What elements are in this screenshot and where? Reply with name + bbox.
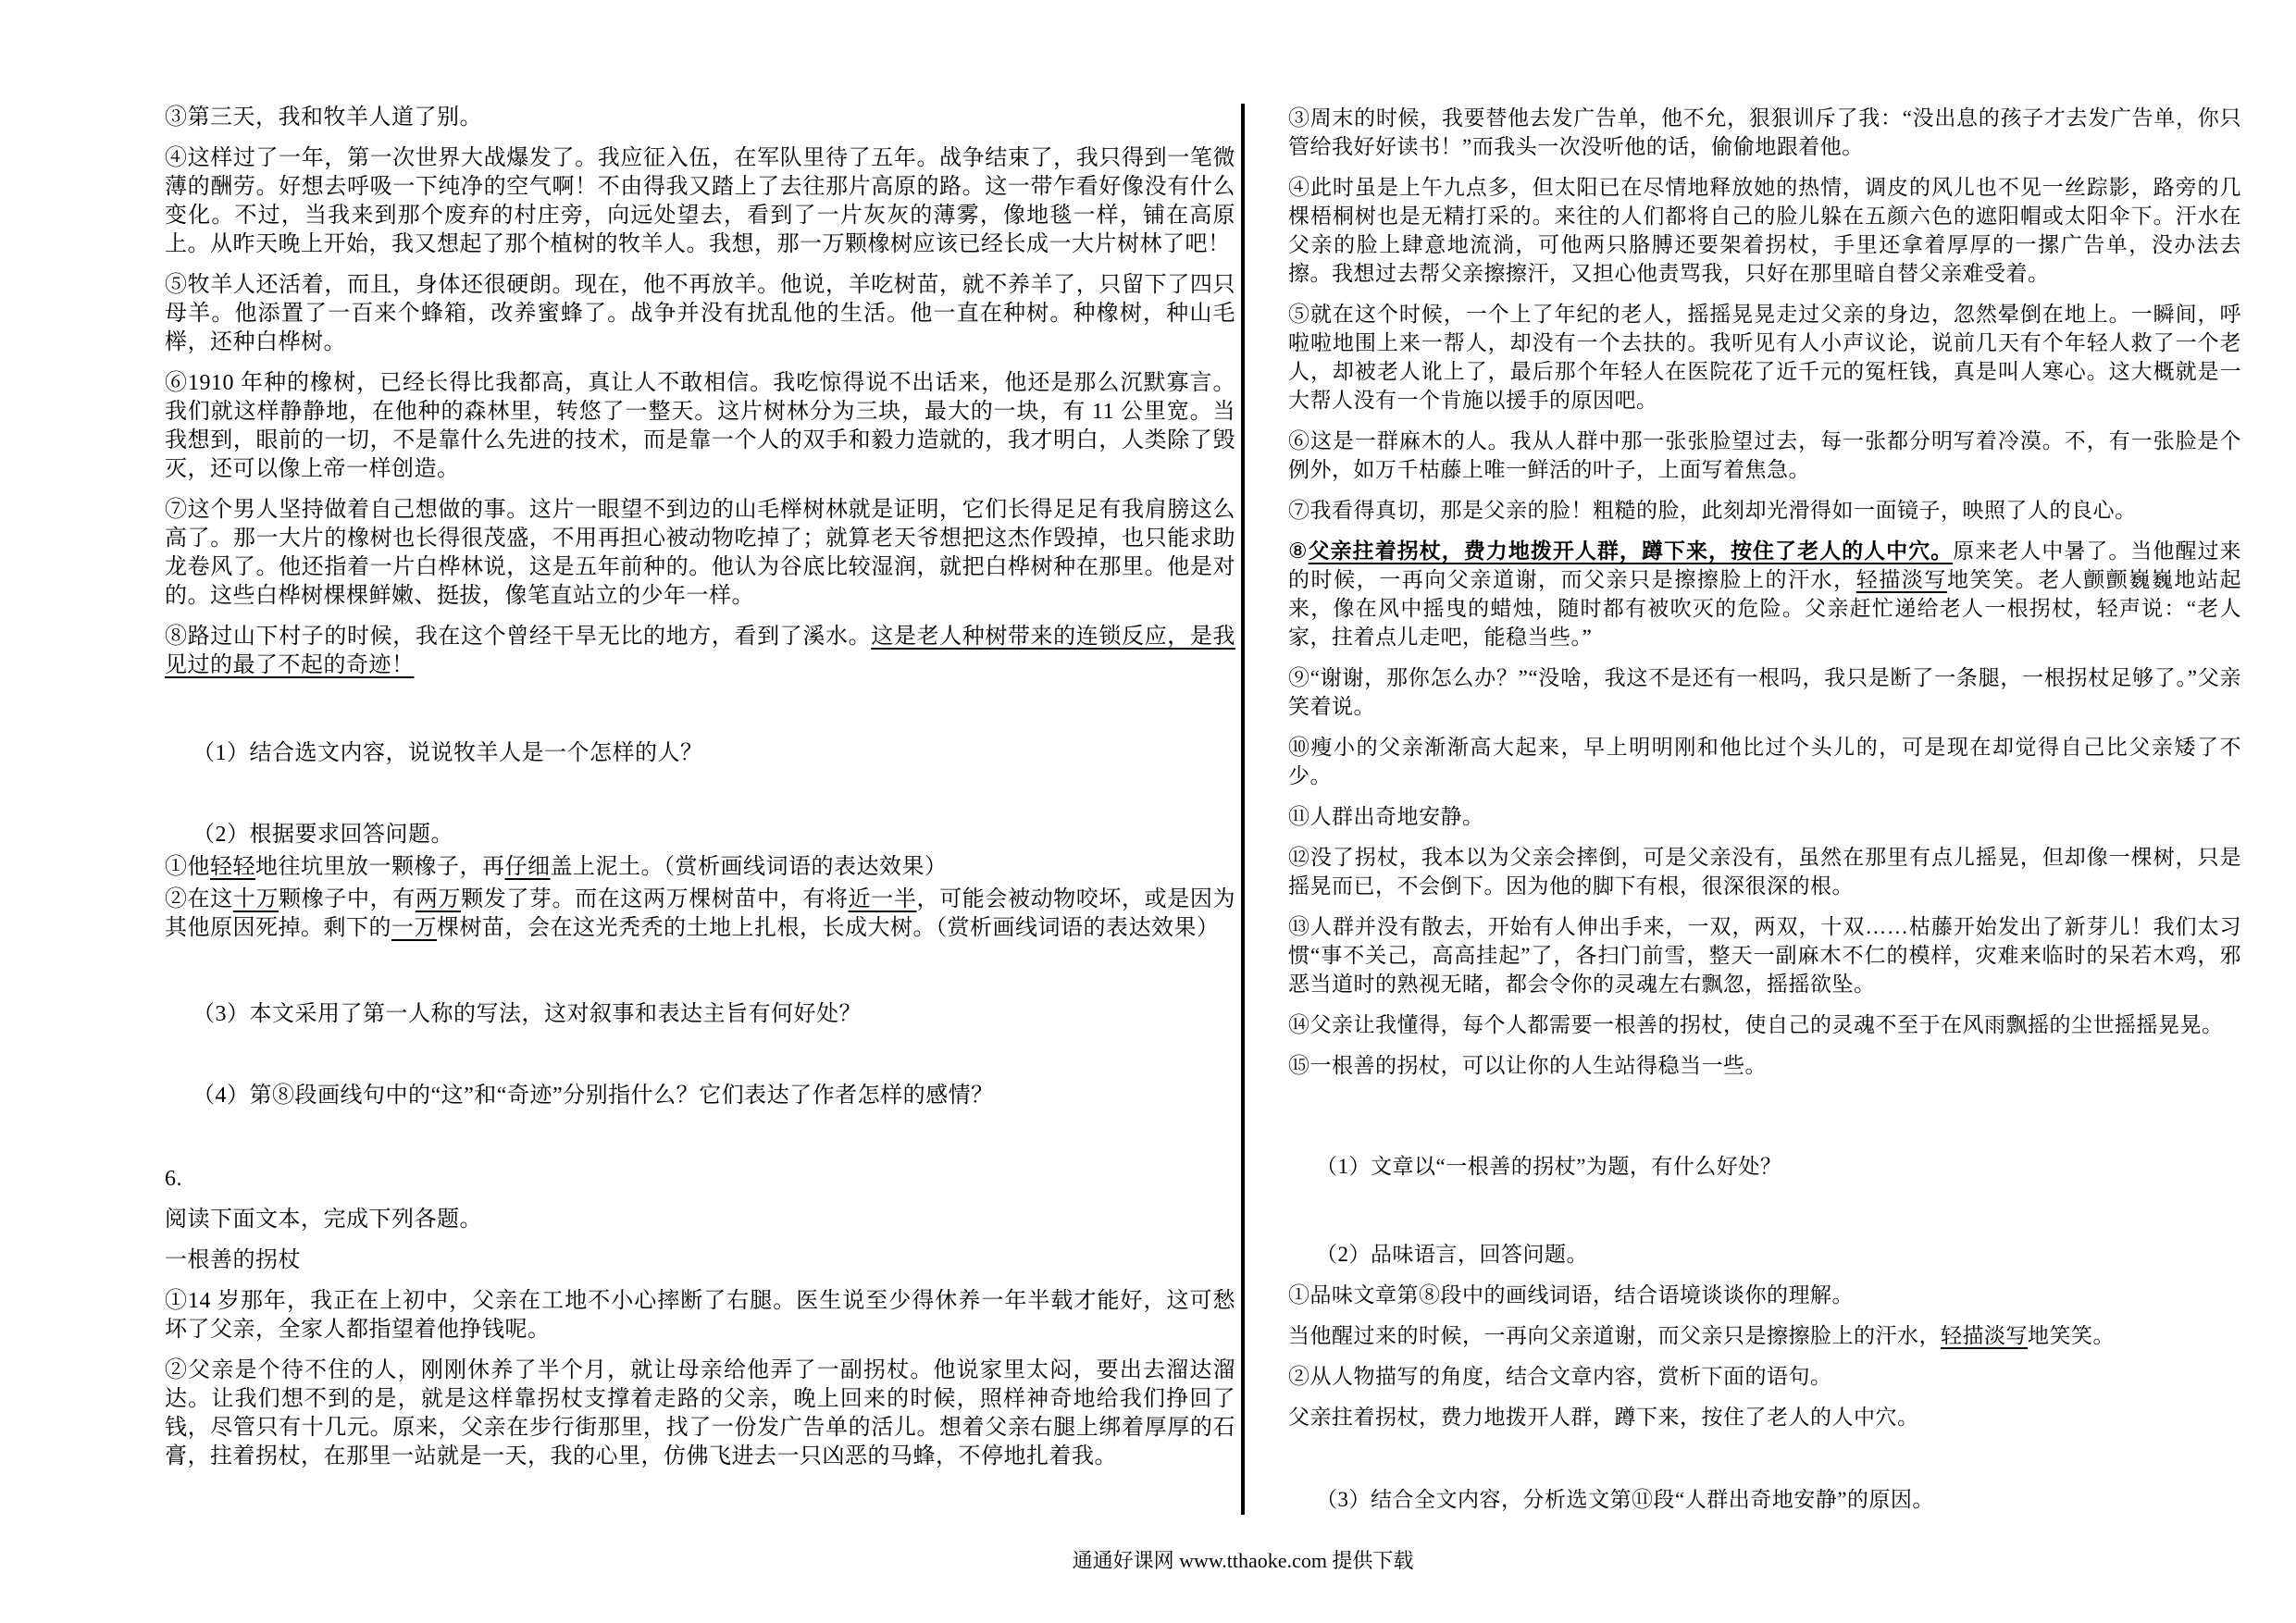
text-segment: （2）根据要求回答问题。 [192,823,453,847]
sub-item-1 [165,853,1235,882]
text-segment: 这是老人种树带来的连锁反应，是我见过的最了不起的奇迹！ [165,625,1236,677]
essay-paragraph-2 [165,1357,1235,1471]
left-text-column [165,104,1235,1471]
essay-paragraph-11 [1288,802,2241,831]
text-segment: 一万 [391,916,437,940]
question-1 [1288,1152,2241,1181]
essay-paragraph-13 [1288,912,2241,998]
text-segment: ②在这 [165,887,233,911]
text-segment: ⑦这个男人坚持做着自己想做的事。这片一眼望不到边的山毛榉树林就是证明，它们长得足足有我肩膀这么高了。那一大片的橡树也长得很茂盛，不用再担心被动物吃掉了；就算老天爷想把这杰作毁掉，也只能求助龙卷风了。他还指着一片白桦林说，这是五年前种的。他认为谷底比较湿润，就把白桦树种在那里。他是对的。这些白桦树棵棵鲜嫩、挺拔，像笔直站立的少年一样。 [165,498,1235,608]
text-segment: 父亲拄着拐杖，费力地拨开人群，蹲下来，按住了老人的人中穴。 [1288,1406,1919,1429]
text-segment: 两万 [415,887,462,911]
text-segment: 棵树苗，会在这光秃秃的土地上扎根，长成大树。（赏析画线词语的表达效果） [437,916,1220,940]
footer-credit: 通通好课网 www.tthaoke.com 提供下载 [1072,1549,1414,1572]
paragraph-8 [165,623,1235,680]
essay-paragraph-7 [1288,496,2241,525]
paragraph-6 [165,369,1235,484]
text-segment: 地笑笑。老人颤颤巍巍地站起来，像在风中摇曳的蜡烛，随时都有被吹灭的危险。父亲赶忙递给老人一根拐杖，轻声说：“老人家，拄着点儿走吧，能稳当些。” [1288,568,2242,649]
essay-title [165,1246,1235,1275]
text-segment: 颗橡子中，有 [279,887,416,911]
text-segment: 原来老人中暑了。当他醒过来的时候，一再向父亲道谢，而父亲只是擦擦脸上的汗水， [1288,539,2242,591]
text-segment: 仔细 [504,855,551,879]
paragraph-7 [165,496,1235,611]
reading-instruction [165,1206,1235,1234]
text-segment: ⑥1910 年种的橡树，已经长得比我都高，真让人不敢相信。我吃惊得说不出话来，他还是那么沉默寡言。我们就这样静静地，在他种的森林里，转悠了一整天。这片树林分为三块，最大的一块，有 11 公里宽。当我想到，眼前的一切，不是靠什么先进的技术，而是靠一个人的双手和毅力造就的，我才明白，人类除了毁灭，还可以像上帝一样创造。 [165,371,1235,481]
text-segment: 近一半 [848,887,917,911]
question-3 [165,1000,1235,1029]
text-segment: ⑩瘦小的父亲渐渐高大起来，早上明明刚和他比过个头儿的，可是现在却觉得自己比父亲矮了不少。 [1288,736,2241,787]
question-2 [1288,1240,2241,1269]
text-segment: ③第三天，我和牧羊人道了别。 [165,105,482,130]
essay-paragraph-12 [1288,843,2241,900]
text-segment: （4）第⑧段画线句中的“这”和“奇迹”分别指什么？它们表达了作者怎样的感情？ [192,1084,994,1108]
text-segment: ⑤牧羊人还活着，而且，身体还很硬朗。现在，他不再放羊。他说，羊吃树苗，就不养羊了，只留下了四只母羊。他添置了一百来个蜂箱，改养蜜蜂了。战争并没有扰乱他的生活。他一直在种树。种橡树，种山毛榉，还种白桦树。 [165,273,1235,354]
sub-question-1 [1288,1281,2241,1309]
text-segment: ⑫没了拐杖，我本以为父亲会摔倒，可是父亲没有，虽然在那里有点儿摇晃，但却像一棵树，只是摇晃而已，不会倒下。因为他的脚下有根，很深很深的根。 [1288,846,2241,898]
text-segment: ②从人物描写的角度，结合文章内容，赏析下面的语句。 [1288,1365,1832,1388]
text-segment: ⑪人群出奇地安静。 [1288,805,1484,828]
essay-paragraph-10 [1288,733,2241,790]
question-2 [165,821,1235,849]
text-segment: （1）文章以“一根善的拐杖”为题，有什么好处？ [1316,1155,1782,1178]
question-4 [165,1082,1235,1110]
essay-paragraph-6 [1288,427,2241,484]
text-segment: ⑤就在这个时候，一个上了年纪的老人，摇摇晃晃走过父亲的身边，忽然晕倒在地上。一瞬间，呼啦啦地围上来一帮人，却没有一个去扶的。我听见有人小声议论，说前几天有个年轻人救了一个老人，却被老人讹上了，最后那个年轻人在医院花了近千元的冤枉钱，真是叫人寒心。这大概就是一大帮人没有一个肯施以援手的原因吧。 [1288,303,2241,412]
text-segment: 颗发了芽。而在这两万棵树苗中，有将 [461,887,849,911]
text-segment: 轻轻 [210,855,255,879]
section-number-6 [165,1165,1235,1194]
text-segment: （1）结合选文内容，说说牧羊人是一个怎样的人？ [192,741,703,765]
text-segment: 父亲拄着拐杖，费力地拨开人群，蹲下来，按住了老人的人中穴。 [1308,539,1954,563]
text-segment: ⑧路过山下村子的时候，我在这个曾经干旱无比的地方，看到了溪水。 [165,625,872,649]
right-text-column [1288,104,2241,1514]
text-segment: ⑥这是一群麻木的人。我从人群中那一张张脸望过去，每一张都分明写着冷漠。不，有一张脸是个例外，如万千枯藤上唯一鲜活的叶子，上面写着焦急。 [1288,429,2241,481]
paragraph-5 [165,271,1235,357]
text-segment: ②父亲是个待不住的人，刚刚休养了半个月，就让母亲给他弄了一副拐杖。他说家里太闷，要出去溜达溜达。让我们想不到的是，就是这样靠拐杖支撑着走路的父亲，晚上回来的时候，照样神奇地给我们挣回了钱，尽管只有十几元。原来，父亲在步行街那里，找了一份发广告单的活儿。想着父亲右腿上绑着厚厚的石膏，拄着拐杖，在那里一站就是一天，我的心里，仿佛飞进去一只凶恶的马蜂，不停地扎着我。 [165,1358,1235,1468]
text-segment: ⑮一根善的拐杖，可以让你的人生站得稳当一些。 [1288,1054,1767,1077]
text-segment: ④此时虽是上午九点多，但太阳已在尽情地释放她的热情，调皮的风儿也不见一丝踪影，路旁的几棵梧桐树也是无精打采的。来往的人们都将自己的脸儿躲在五颜六色的遮阳帽或太阳伞下。汗水在父亲的脸上肆意地流淌，可他两只胳膊还要架着拐杖，手里还拿着厚厚的一摞广告单，没办法去擦。我想过去帮父亲擦擦汗，又担心他责骂我，只好在那里暗自替父亲难受着。 [1288,176,2241,285]
text-segment: ①他 [165,855,210,879]
quote-line-2 [1288,1403,2241,1431]
sub-item-2 [165,886,1235,943]
text-segment: ，可能会被动物咬坏，或是因为其他原因死掉。剩下的 [165,887,1236,940]
essay-paragraph-4 [1288,173,2241,288]
text-segment: ⑧ [1288,539,1309,563]
essay-paragraph-5 [1288,300,2241,415]
text-segment: ⑦我看得真切，那是父亲的脸！粗糙的脸，此刻却光滑得如一面镜子，映照了人的良心。 [1288,499,2137,522]
question-1 [165,739,1235,768]
text-segment: ③周末的时候，我要替他去发广告单，他不允，狠狠训斥了我：“没出息的孩子才去发广告单，你只管给我好好读书！”而我头一次没听他的话，偷偷地跟着他。 [1288,106,2241,158]
essay-paragraph-14 [1288,1010,2241,1039]
text-segment: 6. [165,1167,182,1191]
essay-paragraph-8 [1288,537,2241,651]
text-segment: 轻描淡写 [1855,568,1947,591]
text-segment: ④这样过了一年，第一次世界大战爆发了。我应征入伍，在军队里待了五年。战争结束了，我只得到一笔微薄的酬劳。好想去呼吸一下纯净的空气啊！不由得我又踏上了去往那片高原的路。这一带乍看好像没有什么变化。不过，当我来到那个废弃的村庄旁，向远处望去，看到了一片灰灰的薄雾，像地毯一样，铺在高原上。从昨天晚上开始，我又想起了那个植树的牧羊人。我想，那一万颗橡树应该已经长成一大片树林了吧！ [165,146,1235,256]
text-segment: ⑬人群并没有散去，开始有人伸出手来，一双，两双，十双……枯藤开始发出了新芽儿！我们太习惯“事不关己，高高挂起”了，各扫门前雪，整天一副麻木不仁的模样，灾难来临时的呆若木鸡，邪恶当道时的熟视无睹，都会令你的灵魂左右飘忽，摇摇欲坠。 [1288,915,2241,996]
column-divider-line [1241,104,1245,1515]
text-segment: 阅读下面文本，完成下列各题。 [165,1208,482,1232]
text-segment: ⑭父亲让我懂得，每个人都需要一根善的拐杖，使自己的灵魂不至于在风雨飘摇的尘世摇摇晃晃。 [1288,1013,2224,1036]
text-segment: ①品味文章第⑧段中的画线词语，结合语境谈谈你的理解。 [1288,1283,1854,1307]
paragraph-4 [165,144,1235,259]
text-segment: 一根善的拐杖 [165,1248,301,1272]
essay-paragraph-3 [1288,104,2241,161]
text-segment: 十万 [232,887,279,911]
essay-paragraph-9 [1288,663,2241,721]
paragraph-3 [165,104,1235,132]
text-segment: ①14 岁那年，我正在上初中，父亲在工地不小心摔断了右腿。医生说至少得休养一年半载才能好，这可愁坏了父亲，全家人都指望着他挣钱呢。 [165,1289,1235,1342]
essay-paragraph-15 [1288,1051,2241,1080]
text-segment: 盖上泥土。（赏析画线词语的表达效果） [550,855,948,879]
question-3 [1288,1485,2241,1514]
text-segment: （3）结合全文内容，分析选文第⑪段“人群出奇地安静”的原因。 [1316,1488,1934,1511]
quote-line-1 [1288,1321,2241,1350]
text-segment: 当他醒过来的时候，一再向父亲道谢，而父亲只是擦擦脸上的汗水， [1288,1324,1941,1347]
text-segment: 轻描淡写 [1941,1324,2028,1347]
text-segment: （2）品味语言，回答问题。 [1316,1243,1588,1266]
sub-question-2 [1288,1362,2241,1391]
text-segment: （3）本文采用了第一人称的写法，这对叙事和表达主旨有何好处？ [192,1002,862,1026]
text-segment: 地笑笑。 [2028,1324,2115,1347]
text-segment: ⑨“谢谢，那你怎么办？”“没啥，我这不是还有一根吗，我只是断了一条腿，一根拐杖足够了。”父亲笑着说。 [1288,666,2241,718]
text-segment: 地往坑里放一颗橡子，再 [255,855,505,879]
essay-paragraph-1 [165,1287,1235,1344]
